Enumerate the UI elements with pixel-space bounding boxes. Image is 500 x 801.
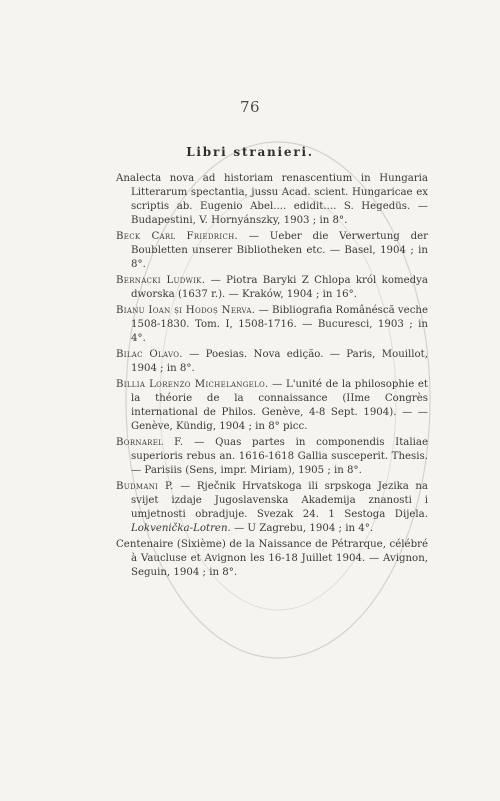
bibliography-entry [116,378,428,434]
entry-text: — L'unité de la philosophie et la théorie de la connaissance (IIme Congrès international de Philos. Genève, 4-8 Sept. 1904). — — Genève, Kündig, 1904 ; in 8° picc. [131,379,428,432]
bibliography-entry [116,274,428,302]
bibliography-entry [116,172,428,228]
entry-text: Analecta nova ad historiam renascentium in Hungaria Litterarum spectantia, jussu Acad. scient. Hungaricae ex scriptis ab. Eugenio Abel.... edidit.... S. Hegedüs. — Budapestini, V. Hornyánszky, 1903 ; in 8°. [116,173,428,226]
entry-author: Bilac Olavo. [116,349,183,360]
entry-italic-title: Lokvenička-Lotren. [131,523,231,534]
entry-text-tail: — U Zagrebu, 1904 ; in 4°. [230,523,374,534]
entry-author: Budmani P. [116,481,174,492]
entry-author: Bernacki Ludwik. [116,275,206,286]
bibliography-entry [116,348,428,376]
entry-author: Beck Carl Friedrich. [116,231,239,242]
entry-author: Bianu Ioan și Hodoș Nerva. [116,305,256,316]
entry-text: — Ueber die Verwertung der Boubletten unserer Bibliotheken etc. — Basel, 1904 ; in 8°. [131,231,428,270]
bibliography-list [116,172,428,582]
entry-text: — Poesias. Nova edição. — Paris, Mouillot, 1904 ; in 8°. [131,349,428,374]
entry-author: Bornarel F. [116,437,184,448]
page-number: 76 [239,98,261,116]
entry-author: Billia Lorenzo Michelangelo. [116,379,269,390]
bibliography-entry [116,436,428,478]
entry-text: — Piotra Baryki Z Chlopa król komedya dworska (1637 r.). — Kraków, 1904 ; in 16°. [131,275,429,300]
bibliography-entry [116,304,428,346]
entry-text: — Quas partes in componendis Italiae superioris rebus an. 1616-1618 Gallia susceperit. Thesis. — Parisiis (Sens, impr. Miriam), 1905 ; in 8°. [131,437,428,476]
entry-text: Centenaire (Sixième) de la Naissance de Pétrarque, célébré à Vaucluse et Avignon les 16-18 Juillet 1904. — Avignon, Seguin, 1904 ; in 8°. [116,539,428,578]
bibliography-entry [116,480,428,536]
entry-text: — Bibliografia Românéscă veche 1508-1830. Tom. I, 1508-1716. — Bucuresci, 1903 ; in 4°. [131,305,429,344]
bibliography-entry [116,230,428,272]
bibliography-entry [116,538,428,580]
entry-text: — Rječnik Hrvatskoga ili srpskoga Jezika na svijet izdaje Jugoslavenska Akademija znanosti i umjetnosti obradjuje. Svezak 24. 1 Sestoga Dijela. [131,481,428,520]
section-title: Libri stranieri. [186,145,314,159]
